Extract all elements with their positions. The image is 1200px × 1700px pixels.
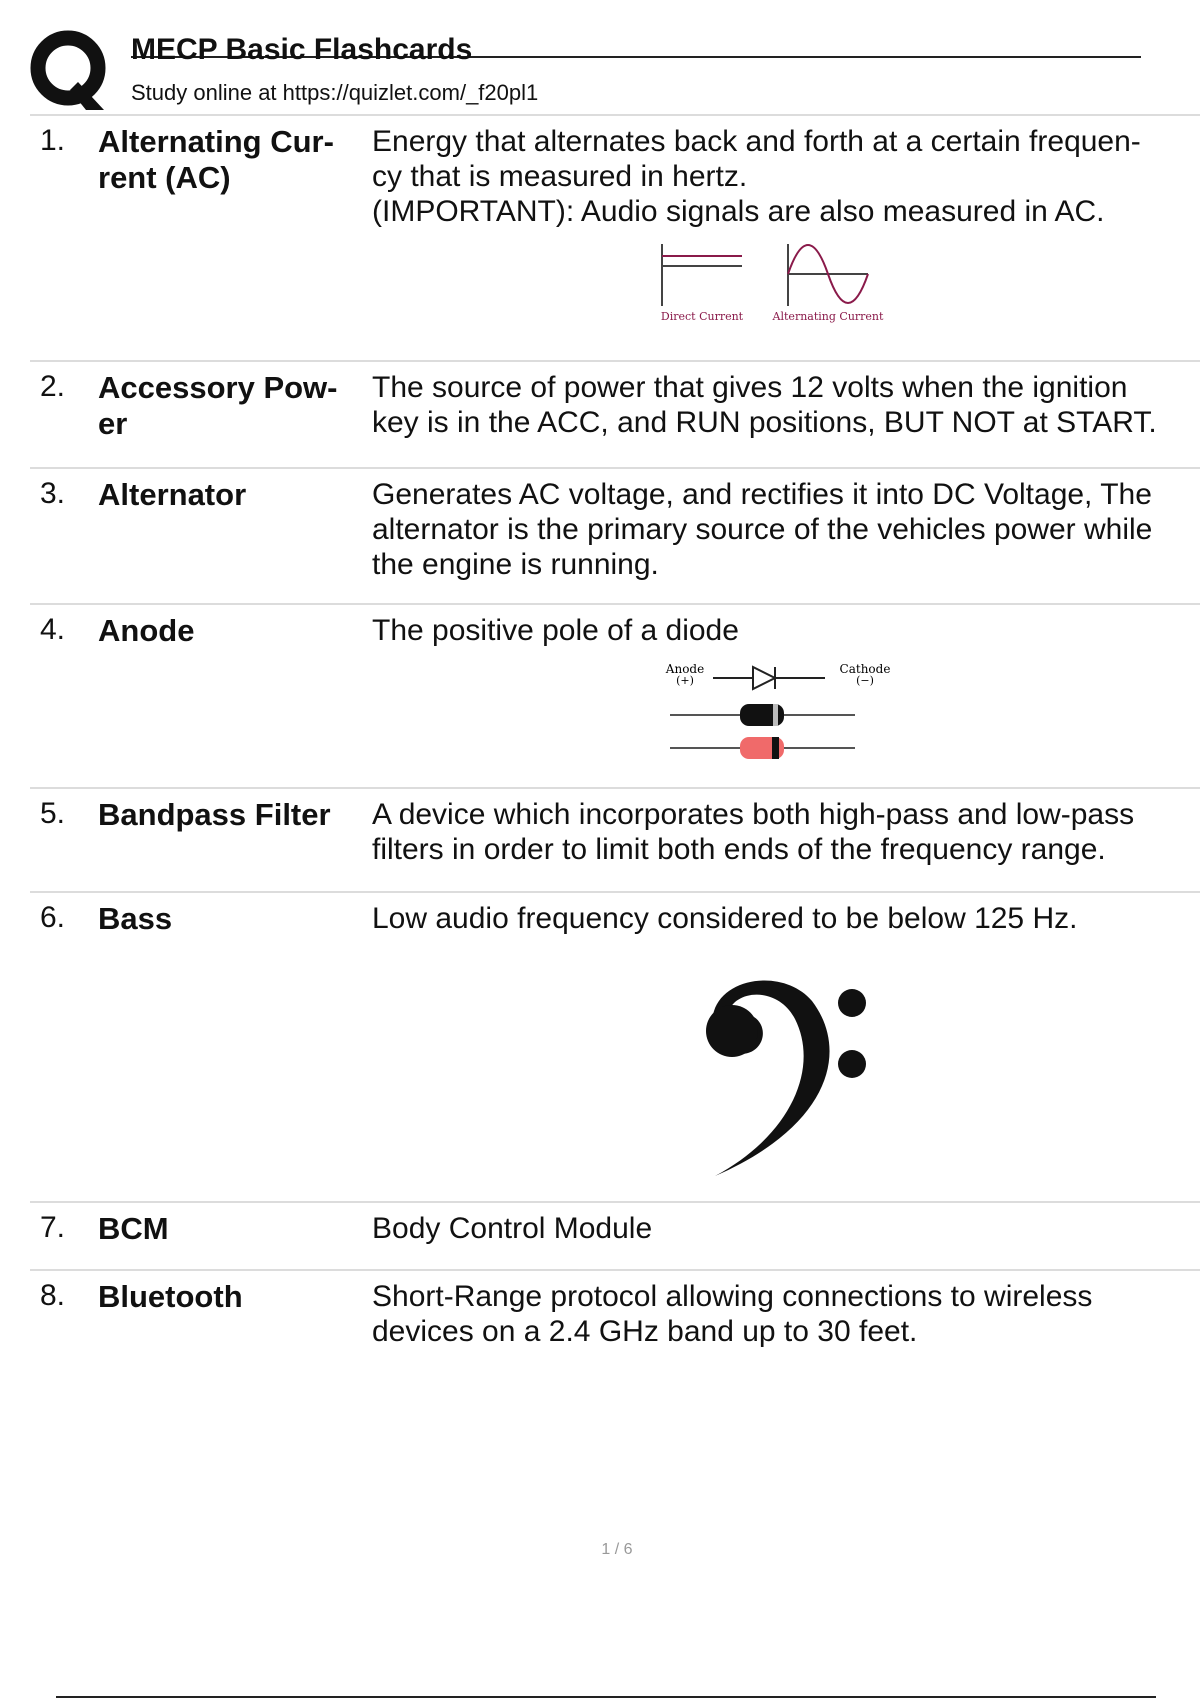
definition-line: Generates AC voltage, and rectifies it into DC Voltage, The [372,478,1152,511]
term-line: Alternating Cur- [98,124,334,159]
diode-symbol-triangle [753,667,775,689]
term-line: Bass [98,901,173,936]
footer-rule [56,1696,1156,1698]
card-number: 8. [40,1279,66,1312]
bass-clef-icon [680,961,910,1186]
card-definition [372,124,1200,229]
term-line: er [98,406,128,441]
card-term [98,124,358,196]
card-definition [372,901,1200,936]
definition-line: alternator is the primary source of the vehicles power while [372,513,1153,546]
definition-line: filters in order to limit both ends of the frequency range. [372,833,1106,866]
card-term [98,1279,358,1315]
card-term [98,370,358,442]
page-header [0,0,1200,120]
cathode-sign: (−) [856,674,874,687]
card-term [98,1211,358,1247]
diode-cathode-band [772,737,779,759]
definition-line: A device which incorporates both high-pass and low-pass [372,798,1135,831]
document-title: MECP Basic Flashcards [131,33,473,66]
card-number: 6. [40,901,66,934]
diode-diagram [665,662,905,772]
flashcard-2 [30,360,1200,469]
term-line: Accessory Pow- [98,370,338,405]
term-line: Anode [98,613,195,648]
flashcard-6 [30,891,1200,1203]
definition-line: devices on a 2.4 GHz band up to 30 feet. [372,1315,918,1348]
card-definition [372,1279,1200,1349]
card-term [98,477,358,513]
definition-line: The source of power that gives 12 volts when the ignition [372,371,1128,404]
dc-ac-diagram [650,236,920,326]
card-definition [372,797,1200,867]
cathode-label: Cathode [839,662,891,676]
anode-sign: (+) [676,674,694,687]
card-term [98,901,358,937]
card-number: 5. [40,797,66,830]
anode-label: Anode [665,662,705,676]
study-online-link[interactable]: Study online at https://quizlet.com/_f20pl1 [131,80,539,105]
flashcard-1 [30,114,1200,362]
definition-line: Low audio frequency considered to be below 125 Hz. [372,902,1078,935]
flashcard-8 [30,1269,1200,1371]
definition-line: key is in the ACC, and RUN positions, BUT NOT at START. [372,406,1157,439]
page-number: 1 / 6 [601,1541,633,1558]
card-term [98,797,358,833]
card-number: 7. [40,1211,66,1244]
term-line: rent (AC) [98,160,231,195]
definition-line: the engine is running. [372,548,659,581]
flashcard-7 [30,1201,1200,1271]
quizlet-logo-icon [30,30,112,112]
card-number: 4. [40,613,66,646]
card-definition [372,613,1200,648]
diode-cathode-band [773,704,778,726]
card-definition [372,370,1200,440]
term-line: Bandpass Filter [98,797,331,832]
flashcard-5 [30,787,1200,893]
definition-line: Short-Range protocol allowing connections to wireless [372,1280,1093,1313]
card-term [98,613,358,649]
term-line: BCM [98,1211,169,1246]
definition-line: Energy that alternates back and forth at a certain frequen- [372,125,1141,158]
term-line: Bluetooth [98,1279,243,1314]
definition-line: The positive pole of a diode [372,614,739,647]
term-line: Alternator [98,477,247,512]
flashcard-3 [30,467,1200,605]
flashcard-4 [30,603,1200,789]
card-definition [372,477,1200,582]
definition-line: cy that is measured in hertz. [372,160,748,193]
definition-line: Body Control Module [372,1212,653,1245]
card-definition [372,1211,1200,1246]
definition-line: (IMPORTANT): Audio signals are also measured in AC. [372,195,1105,228]
dc-label: Direct Current [660,310,744,323]
ac-label: Alternating Current [772,310,884,323]
card-number: 2. [40,370,66,403]
card-number: 1. [40,124,66,157]
card-number: 3. [40,477,66,510]
